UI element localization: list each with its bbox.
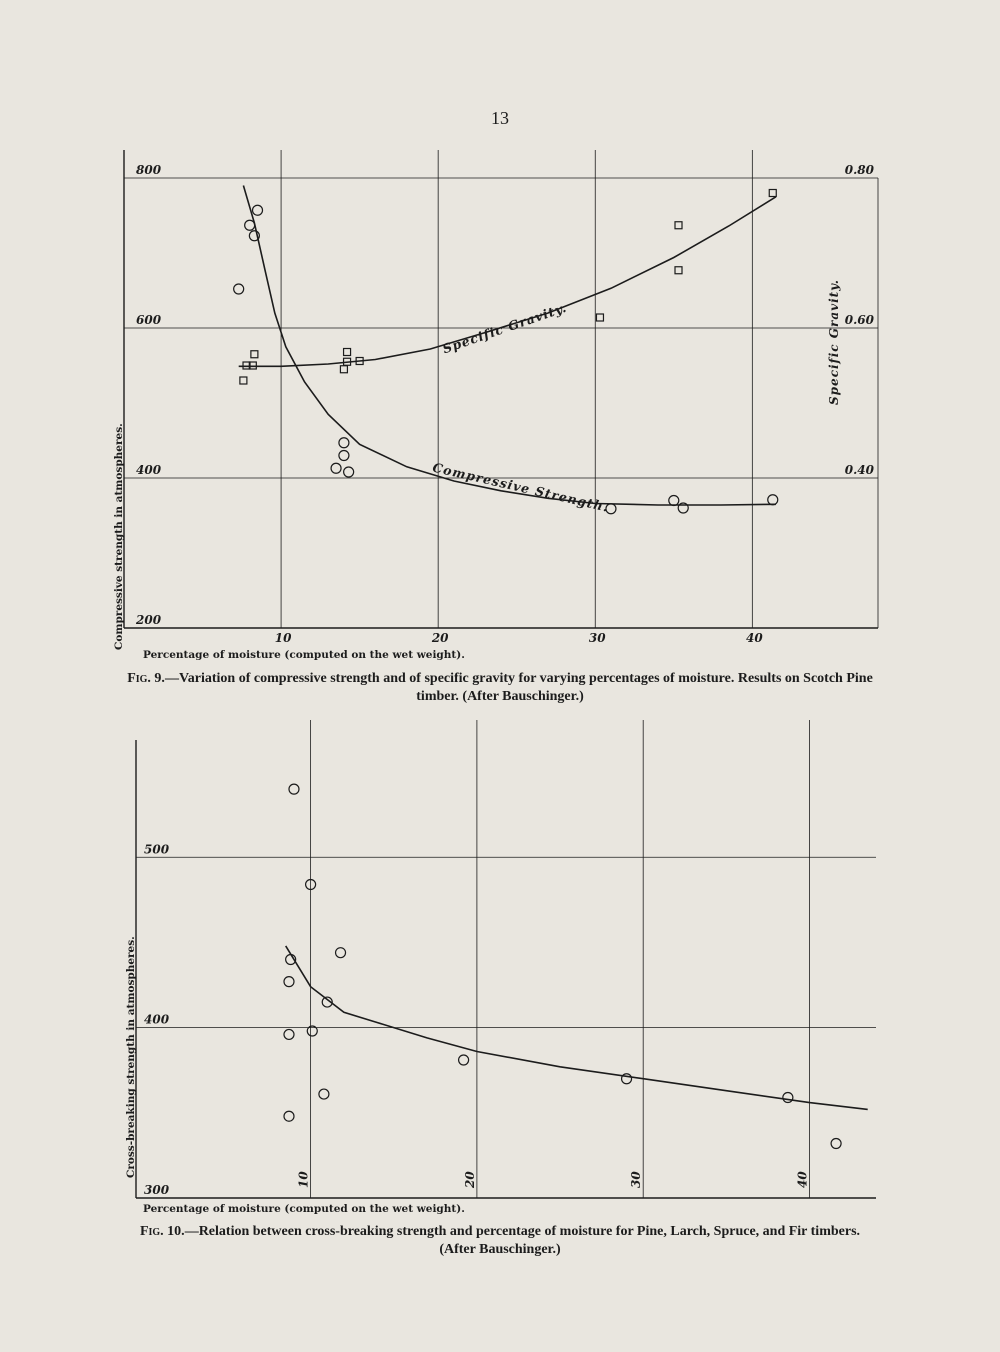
x-tick-label: 40 <box>745 631 763 645</box>
y-tick-label: 200 <box>136 613 162 627</box>
y2-tick-label: 0.40 <box>844 463 874 477</box>
y2-axis-label: Specific Gravity. <box>827 279 841 405</box>
figure-9-chart <box>0 0 1000 670</box>
specific-gravity-curve <box>239 197 776 366</box>
cross-breaking-point <box>831 1138 841 1148</box>
cross-breaking-point <box>286 954 296 964</box>
cross-breaking-point <box>783 1092 793 1102</box>
cross-breaking-point <box>307 1026 317 1036</box>
cross-breaking-point <box>284 977 294 987</box>
compressive-strength-point <box>339 451 349 461</box>
figure-10-caption-text: —Relation between cross-breaking strength and percentage of moisture for Pine, Larch, Spruce, and Fir timbers. (After Bauschinger.) <box>184 1224 861 1257</box>
x-tick-label: 30 <box>588 631 606 645</box>
x-tick-label: 20 <box>431 631 449 645</box>
y2-tick-label: 0.60 <box>844 313 874 327</box>
page-number: 13 <box>491 108 509 128</box>
specific-gravity-label: Specific Gravity. <box>440 299 569 357</box>
x-tick-label-2: 10 <box>296 1171 311 1188</box>
figure-10-caption <box>120 1223 880 1259</box>
compressive-strength-point <box>253 205 263 215</box>
compressive-strength-curve <box>243 186 776 506</box>
cross-breaking-point <box>306 880 316 890</box>
cross-breaking-point <box>322 997 332 1007</box>
cross-breaking-point <box>284 1111 294 1121</box>
x-tick-label-2: 20 <box>462 1171 477 1188</box>
y-tick-label-2: 500 <box>144 842 170 857</box>
figure-9-caption-label: Fig. 9. <box>127 671 165 686</box>
specific-gravity-point <box>344 349 351 356</box>
y-tick-label: 800 <box>136 163 162 177</box>
y-tick-label-2: 400 <box>144 1012 170 1027</box>
cross-breaking-point <box>336 948 346 958</box>
y-tick-label-2: 300 <box>144 1183 170 1197</box>
cross-breaking-point <box>319 1089 329 1099</box>
compressive-strength-point <box>669 496 679 506</box>
y2-tick-label: 0.80 <box>844 163 874 177</box>
cross-breaking-point <box>459 1055 469 1065</box>
cross-breaking-point <box>622 1074 632 1084</box>
specific-gravity-point <box>251 351 258 358</box>
compressive-strength-point <box>768 495 778 505</box>
x-tick-label: 10 <box>274 631 292 645</box>
compressive-strength-point <box>339 438 349 448</box>
figure-10-caption-label: Fig. 10. <box>139 1224 185 1239</box>
figure-9-caption <box>120 670 880 706</box>
cross-breaking-curve <box>286 946 868 1110</box>
x-tick-label-2: 30 <box>629 1171 644 1188</box>
compressive-strength-point <box>331 463 341 473</box>
y-axis-label-2: Cross-breaking strength in atmospheres. <box>125 936 137 1178</box>
compressive-strength-point <box>234 284 244 294</box>
y-tick-label: 400 <box>136 463 162 477</box>
x-axis-label-2: Percentage of moisture (computed on the wet weight). <box>143 1203 465 1215</box>
specific-gravity-point <box>340 366 347 373</box>
specific-gravity-point <box>769 190 776 197</box>
specific-gravity-point <box>675 267 682 274</box>
y-tick-label: 600 <box>136 313 162 327</box>
cross-breaking-point <box>289 784 299 794</box>
specific-gravity-point <box>596 314 603 321</box>
compressive-strength-point <box>344 467 354 477</box>
figure-9-caption-text: —Variation of compressive strength and of specific gravity for varying percentages of moisture. Results on Scotch Pine timber. (After Bauschinger.) <box>164 671 873 704</box>
compressive-strength-point <box>245 220 255 230</box>
x-axis-label: Percentage of moisture (computed on the wet weight). <box>143 649 465 661</box>
cross-breaking-point <box>284 1029 294 1039</box>
specific-gravity-point <box>675 222 682 229</box>
x-tick-label-2: 40 <box>795 1171 810 1188</box>
y-axis-label: Compressive strength in atmospheres. <box>113 423 125 650</box>
specific-gravity-point <box>240 377 247 384</box>
compressive-strength-label: Compressive Strength. <box>431 459 611 515</box>
